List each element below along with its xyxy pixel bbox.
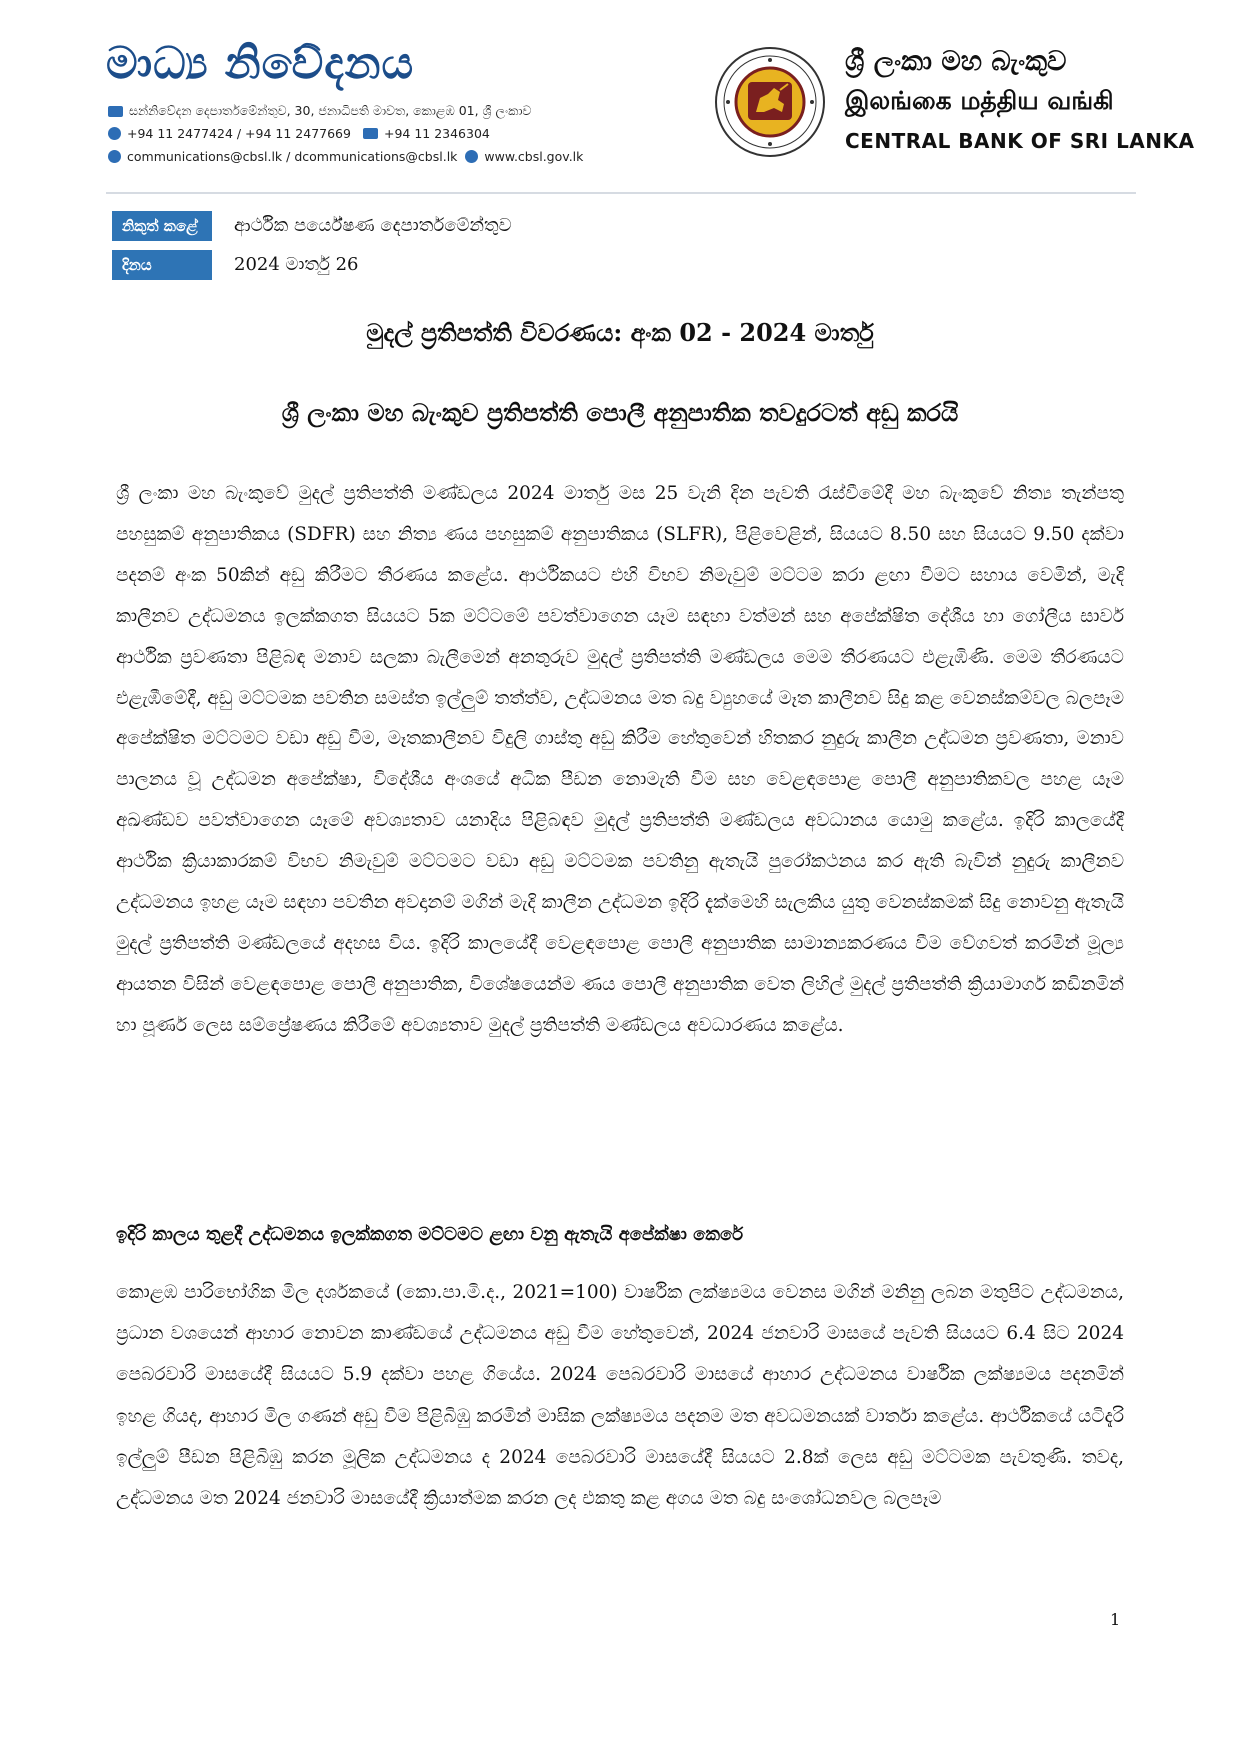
document-title: මුදල් ප්‍රතිපත්ති විවරණය: අංක 02 - 2024 මාර්තු	[366, 318, 874, 347]
document-headline: ශ්‍රී ලංකා මහ බැංකුව ප්‍රතිපත්ති පොලී අනුපාතික තවදුරටත් අඩු කරයි	[281, 398, 959, 427]
brand-title: මාධ්‍ය නිවේදනය	[106, 38, 415, 89]
central-bank-seal-icon	[714, 46, 826, 158]
email-text[interactable]: communications@cbsl.lk / dcommunications@cbsl.lk	[127, 149, 458, 164]
issued-by-row	[112, 211, 812, 241]
bank-name-english: CENTRAL BANK OF SRI LANKA	[845, 129, 1195, 153]
fax-text: +94 11 2346304	[383, 126, 490, 141]
header-divider	[106, 192, 1136, 194]
contact-web	[108, 149, 588, 164]
bank-name-sinhala: ශ්‍රී ලංකා මහ බැංකුව	[845, 46, 1067, 77]
date-row	[112, 250, 812, 280]
contact-phone	[108, 126, 588, 141]
website-text[interactable]: www.cbsl.gov.lk	[484, 149, 584, 164]
at-icon	[108, 150, 121, 163]
address-text: සන්නිවේදන දෙපාර්තමේන්තුව, 30, ජනාධිපති මාවත, කොළඹ 01, ශ්‍රී ලංකාව	[129, 103, 532, 118]
fax-icon	[363, 128, 378, 139]
globe-icon	[465, 150, 478, 163]
contact-address	[108, 103, 588, 119]
page-header	[0, 0, 1240, 200]
body-paragraph-2: කොළඹ පාරිභෝගික මිල දර්ශකයේ (කො.පා.මි.ද., 2021=100) වාර්ෂික ලක්ෂ්‍යමය වෙනස මගින් මනිනු ලබන මතුපිට උද්ධමනය, ප්‍රධාන වශයෙන් ආහාර නොවන කාණ්ඩයේ උද්ධමනය අඩු වීම හේතුවෙන්, 2024 ජනවාරි මාසයේ පැවති සියයට 6.4 සිට 2024 පෙබරවාරි මාසයේදී සියයට 5.9 දක්වා පහළ ගියේය. 2024 පෙබරවාරි මාසයේ ආහාර උද්ධමනය වාර්ෂික ලක්ෂ්‍යමය පදනමින් ඉහළ ගියද, ආහාර මිල ගණන් අඩු වීම පිළිබිඹු කරමින් මාසික ලක්ෂ්‍යමය පදනම මත අවධමනයක් වාර්තා කළේය. ආර්ථිකයේ යටිදැරි ඉල්ලුම් පීඩන පිළිබිඹු කරන මූලික උද්ධමනය ද 2024 පෙබරවාරි මාසයේදී සියයට 2.8ක් ලෙස අඩු මට්ටමක පැවතුණි. තවද, උද්ධමනය මත 2024 ජනවාරි මාසයේදී ක්‍රියාත්මක කරන ලද එකතු කළ අගය මත බදු සංශෝධනවල බලපෑම	[116, 1282, 1124, 1510]
envelope-icon	[108, 106, 123, 117]
phone-text: +94 11 2477424 / +94 11 2477669	[127, 126, 351, 141]
body-paragraph-1: ශ්‍රී ලංකා මහ බැංකුවේ මුදල් ප්‍රතිපත්ති මණ්ඩලය 2024 මාර්තු මස 25 වැනි දින පැවති රැස්වීමේදී මහ බැංකුවේ නිත්‍ය තැන්පතු පහසුකම් අනුපාතිකය (SDFR) සහ නිත්‍ය ණය පහසුකම් අනුපාතිකය (SLFR), පිළිවෙළින්, සියයට 8.50 සහ සියයට 9.50 දක්වා පදනම් අංක 50කින් අඩු කිරීමට තීරණය කළේය. ආර්ථිකයට එහි විභව නිමැවුම් මට්ටම කරා ළඟා වීමට සහාය වෙමින්, මැදි කාලීනව උද්ධමනය ඉලක්කගත සියයට 5ක මට්ටමේ පවත්වාගෙන යෑම සඳහා වත්මන් සහ අපේක්ෂිත දේශීය හා ගෝලීය සාර්ව ආර්ථික ප්‍රවණතා පිළිබඳ මනාව සලකා බැලීමෙන් අනතුරුව මුදල් ප්‍රතිපත්ති මණ්ඩලය මෙම තීරණයට එළැඹිණි. මෙම තීරණයට එළැඹීමේදී, අඩු මට්ටමක පවතින සමස්ත ඉල්ලුම් තත්ත්ව, උද්ධමනය මත බදු ව්‍යුහයේ මෑත කාලීනව සිදු කළ වෙනස්කම්වල බලපෑම අපේක්ෂිත මට්ටමට වඩා අඩු වීම, මෑතකාලීනව විදුලි ගාස්තු අඩු කිරීම හේතුවෙන් හිතකර නුදුරු කාලීන උද්ධමන ප්‍රවණතා, මනාව පාලනය වූ උද්ධමන අපේක්ෂා, විදේශීය අංශයේ අධික පීඩන නොමැති වීම සහ වෙළඳපොළ පොලී අනුපාතිකවල පහළ යෑම අඛණ්ඩව පවත්වාගෙන යෑමේ අවශ්‍යතාව යනාදිය පිළිබඳව මුදල් ප්‍රතිපත්ති මණ්ඩලය අවධානය යොමු කළේය. ඉදිරි කාලයේදී ආර්ථික ක්‍රියාකාරකම් විභව නිමැවුම් මට්ටමට වඩා අඩු මට්ටමක පවතිනු ඇතැයි පුරෝකථනය කර ඇති බැවින් නුදුරු කාලීනව උද්ධමනය ඉහළ යෑම සඳහා පවතින අවදානම් මගින් මැදි කාලීන උද්ධමන ඉදිරි දැක්මෙහි සැලකිය යුතු වෙනස්කමක් සිදු නොවනු ඇතැයි මුදල් ප්‍රතිපත්ති මණ්ඩලයේ අදහස විය. ඉදිරි කාලයේදී වෙළඳපොළ පොලී අනුපාතික සාමාන්‍යකරණය වීම වේගවත් කරමින් මූල්‍ය ආයතන විසින් වෙළඳපොළ පොලී අනුපාතික, විශේෂයෙන්ම ණය පොලී අනුපාතික වෙත ලිහිල් මුදල් ප්‍රතිපත්ති ක්‍රියාමාර්ග කඩිනමින් හා පූර්ණ ලෙස සම්ප්‍රේෂණය කිරීමේ අවශ්‍යතාව මුදල් ප්‍රතිපත්ති මණ්ඩලය අවධාරණය කළේය.	[116, 483, 1124, 1036]
issued-by-label: නිකුත් කළේ	[112, 211, 212, 241]
section-subheading: ඉදිරි කාලය තුළදී උද්ධමනය ඉලක්කගත මට්ටමට ළඟා වනු ඇතැයි අපේක්ෂා කෙරේ	[116, 1224, 744, 1245]
page-number: 1	[1110, 1610, 1121, 1629]
date-label: දිනය	[112, 250, 212, 280]
bank-name-tamil: இலங்கை மத்திய வங்கி	[845, 86, 1114, 115]
issued-by-value: ආර්ථික පර්යේෂණ දෙපාර්තමේන්තුව	[234, 215, 512, 236]
bank-names	[845, 46, 1195, 153]
date-value: 2024 මාර්තු 26	[234, 254, 359, 275]
phone-icon	[108, 127, 121, 140]
